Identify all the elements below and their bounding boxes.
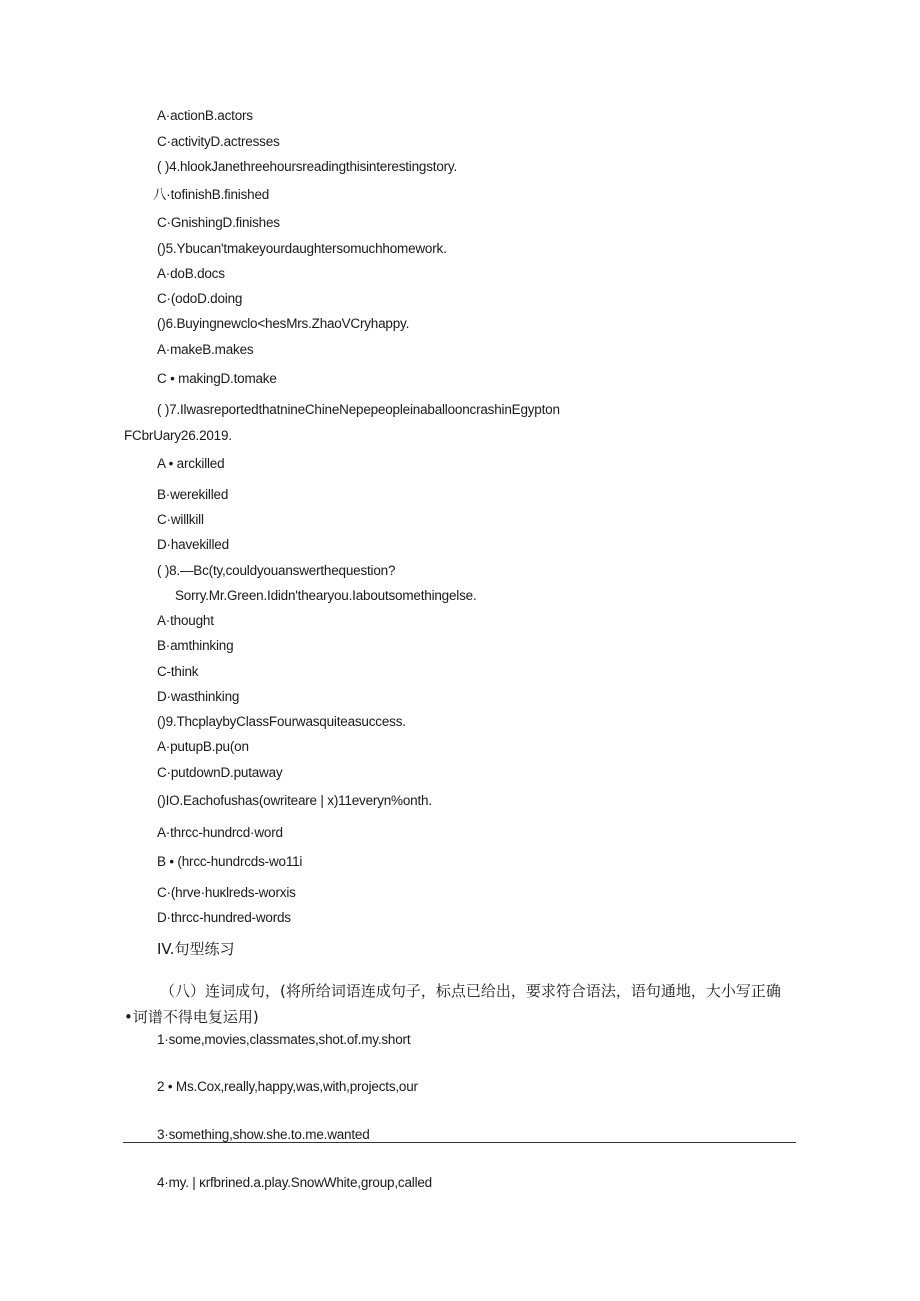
q8-option-d: D·wasthinking [157, 689, 240, 704]
q5-options-cd: C·(odoD.doing [157, 291, 243, 306]
section-heading: IV.句型练习 [157, 940, 235, 958]
q6-options-cd: C • makingD.tomake [157, 371, 277, 386]
q7-stem-continued: FCbrUary26.2019. [124, 428, 232, 443]
q10-option-c: C·(hrve·huκlreds-worxis [157, 885, 296, 900]
q8-stem: ( )8.—Bc(ty,couldyouanswerthequestion? [157, 563, 396, 578]
q5-stem: ()5.Ybucan'tmakeyourdaughtersomuchhomework. [157, 241, 447, 256]
q10-option-a: A·thrcc-hundrcd·word [157, 825, 283, 840]
q6-options-ab: A·makeB.makes [157, 342, 254, 357]
q4-options-cd: C·GnishingD.finishes [157, 215, 280, 230]
q7-option-c: C·willkill [157, 512, 204, 527]
q7-stem: ( )7.IlwasreportedthatnineChineNepepeopleinaballooncrashinEgypton [157, 402, 560, 417]
q3-options-ab: A·actionB.actors [157, 108, 253, 123]
q9-stem: ()9.ThcplaybyClassFourwasquiteasuccess. [157, 714, 406, 729]
sentence-3: 3·something,show.she.to.me.wanted [157, 1127, 370, 1142]
q8-option-b: B·amthinking [157, 638, 234, 653]
q10-stem: ()IO.Eachofushas(owriteare | x)11everyn%onth. [157, 793, 432, 808]
q9-options-cd: C·putdownD.putaway [157, 765, 283, 780]
sentence-4: 4·my. | κrfbrined.a.play.SnowWhite,group,called [157, 1175, 432, 1190]
q6-stem: ()6.Buyingnewclo<hesMrs.ZhaoVCryhappy. [157, 316, 410, 331]
q10-option-b: B • (hrcc-hundrcds-wo11i [157, 854, 303, 869]
sentence-2: 2 • Ms.Cox,really,happy,was,with,projects,our [157, 1079, 418, 1094]
q4-stem: ( )4.hlookJanethreehoursreadingthisinterestingstory. [157, 159, 458, 174]
answer-line [123, 1142, 796, 1143]
instructions: （八）连词成句，(将所给词语连成句子，标点已给出，要求符合语法，语句通地，大小写正确 [160, 982, 781, 1000]
q7-option-a: A • arckilled [157, 456, 225, 471]
q7-option-b: B·werekilled [157, 487, 229, 502]
sentence-1: 1·some,movies,classmates,shot.of.my.short [157, 1032, 411, 1047]
q10-option-d: D·thrcc-hundred-words [157, 910, 291, 925]
q8-option-a: A·thought [157, 613, 214, 628]
q8-option-c: C-think [157, 664, 199, 679]
q3-options-cd: C·activityD.actresses [157, 134, 280, 149]
q4-options-ab: 八·tofinishB.finished [153, 187, 270, 202]
q8-stem-reply: Sorry.Mr.Green.Ididn'thearyou.Iaboutsomethingelse. [175, 588, 477, 603]
q9-options-ab: A·putupB.pu(on [157, 739, 249, 754]
q5-options-ab: A·doB.docs [157, 266, 225, 281]
instructions-continued: •诃谱不得电复运用) [124, 1008, 259, 1026]
q7-option-d: D·havekilled [157, 537, 229, 552]
